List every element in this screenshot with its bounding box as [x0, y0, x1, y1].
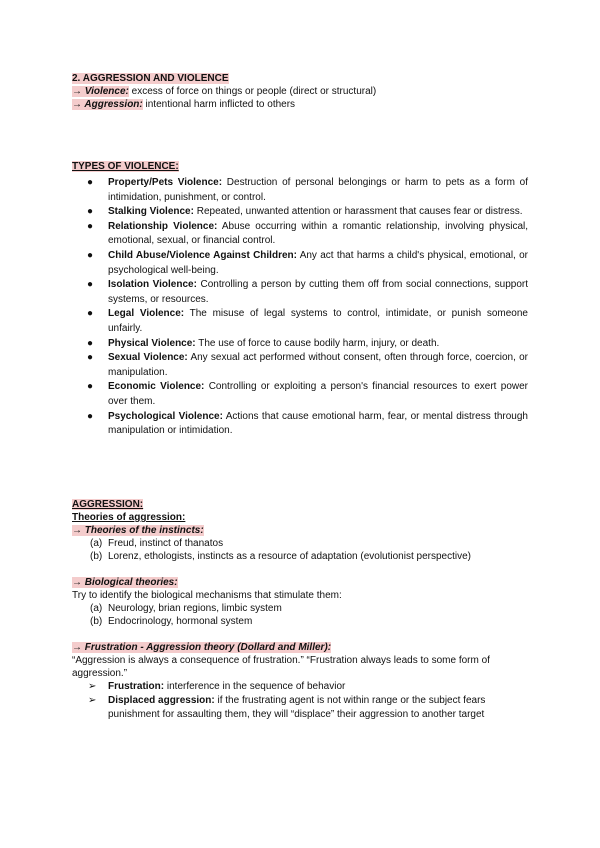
arrow-bullet-icon: ➢ — [88, 695, 97, 706]
theories-subheading: Theories of aggression: — [72, 512, 186, 523]
aggression-term: → Aggression: — [72, 99, 143, 110]
list-item: ● Economic Violence: Controlling or exploiting a person's financial resources to exert power over them. — [87, 381, 528, 407]
list-item: (b) Lorenz, ethologists, instincts as a resource of adaptation (evolutionist perspective) — [90, 551, 471, 562]
list-item: ● Child Abuse/Violence Against Children: Any act that harms a child's physical, emotional, or psychological well-being. — [87, 249, 528, 276]
violence-definition: excess of force on things or people (direct or structural) — [128, 86, 377, 97]
list-item: (b) Endocrinology, hormonal system — [90, 616, 253, 627]
bullet-icon: ● — [87, 337, 94, 349]
types-heading: TYPES OF VIOLENCE: — [72, 161, 179, 172]
list-item: (a) Neurology, brian regions, limbic system — [90, 603, 282, 614]
biological-intro: Try to identify the biological mechanisms that stimulate them: — [72, 590, 342, 601]
aggression-definition: intentional harm inflicted to others — [142, 99, 296, 110]
violence-term: → Violence: — [72, 86, 129, 97]
types-of-violence-section — [72, 160, 528, 439]
section-aggression-violence — [72, 72, 528, 111]
bullet-icon: ● — [87, 206, 94, 218]
bullet-icon: ● — [87, 249, 94, 261]
instincts-title: → Theories of the instincts: — [72, 525, 204, 536]
list-item: ● Legal Violence: The misuse of legal systems to control, intimidate, or punish someone unfairly. — [87, 308, 528, 334]
section-heading: 2. AGGRESSION AND VIOLENCE — [72, 73, 229, 84]
list-item: ● Physical Violence: The use of force to cause bodily harm, injury, or death. — [72, 337, 528, 352]
list-item: ● Psychological Violence: Actions that cause emotional harm, fear, or mental distress through manipulation or intimidation. — [87, 410, 528, 437]
bullet-icon: ● — [87, 381, 94, 393]
aggression-heading: AGGRESSION: — [72, 499, 144, 510]
violence-types-list — [72, 176, 528, 439]
list-item: ➢ Displaced aggression: if the frustrating agent is not within range or the subject fears punishment for assaulting them, they will “displace” their aggression to another target — [88, 695, 486, 720]
bullet-icon: ● — [87, 279, 94, 291]
list-item: ● Isolation Violence: Controlling a person by cutting them off from social connections, support systems, or resources. — [87, 279, 529, 305]
list-item: ● Sexual Violence: Any sexual act performed without consent, often through force, coercion, or manipulation. — [87, 352, 529, 378]
frustration-title: → Frustration - Aggression theory (Dollard and Miller): — [72, 642, 332, 653]
list-item: ● Property/Pets Violence: Destruction of personal belongings or harm to pets as a form of intimidation, punishment, or control. — [87, 177, 528, 203]
list-item: ● Relationship Violence: Abuse occurring within a romantic relationship, involving physical, emotional, sexual, or financial control. — [87, 220, 529, 247]
bullet-icon: ● — [87, 308, 94, 320]
bullet-icon: ● — [87, 410, 94, 422]
biological-title: → Biological theories: — [72, 577, 178, 588]
list-item: ● Stalking Violence: Repeated, unwanted attention or harassment that causes fear or distress. — [72, 205, 528, 220]
list-item: (a) Freud, instinct of thanatos — [90, 538, 224, 549]
bullet-icon: ● — [87, 177, 94, 188]
list-item: ➢ Frustration: interference in the sequence of behavior — [88, 681, 346, 692]
arrow-bullet-icon: ➢ — [88, 681, 97, 692]
bullet-icon: ● — [87, 352, 94, 364]
frustration-list — [72, 680, 528, 722]
aggression-section — [72, 498, 528, 722]
bullet-icon: ● — [87, 220, 94, 232]
frustration-quote: “Aggression is always a consequence of frustration.” “Frustration always leads to some form of aggression.” — [72, 655, 490, 679]
